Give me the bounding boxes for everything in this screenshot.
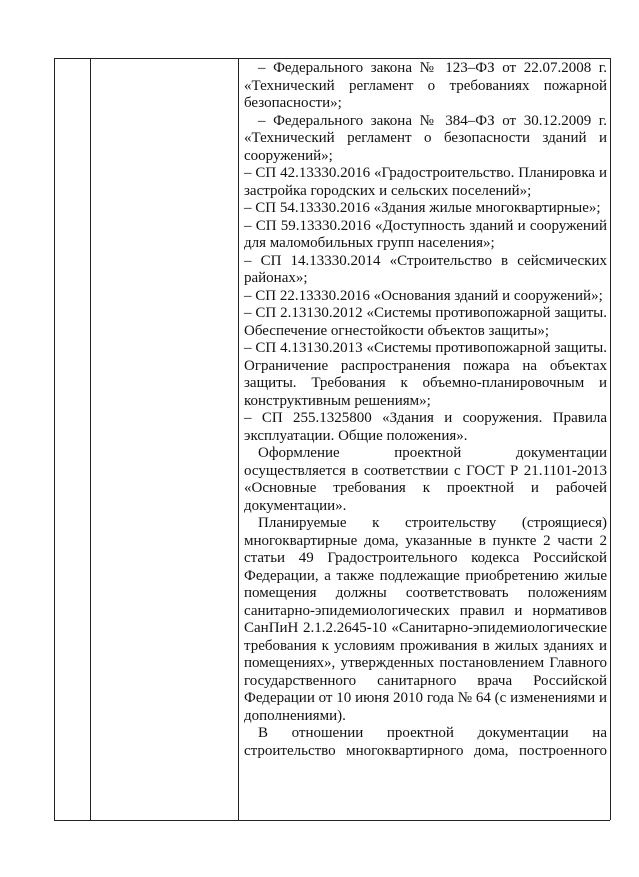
body-paragraph: Оформление проектной документации осуществляется в соответствии с ГОСТ Р 21.1101-2013 «Основные требования к проектной и рабочей документации». xyxy=(244,445,607,514)
regulation-item: – СП 42.13330.2016 «Градостроительство. Планировка и застройка городских и сельских поселений»; xyxy=(244,165,607,199)
table-border-bottom xyxy=(54,820,610,821)
table-border-left xyxy=(54,58,55,820)
body-paragraph: Планируемые к строительству (строящиеся) многоквартирные дома, указанные в пункте 2 части 2 статьи 49 Градостроительного кодекса Российской Федерации, а также подлежащие приобретению жилые помещения должны соответствовать положениям санитарно-эпидемиологических правил и нормативов СанПиН 2.1.2.2645-10 «Санитарно-эпидемиологические требования к условиям проживания в жилых зданиях и помещениях», утвержденных постановлением Главного государственного санитарного врача Российской Федерации от 10 июня 2010 года № 64 (с изменениями и дополнениями). xyxy=(244,515,607,724)
column-divider-2 xyxy=(238,58,239,820)
table-border-top xyxy=(54,58,610,59)
regulation-item: – Федерального закона № 123–ФЗ от 22.07.2008 г. «Технический регламент о требованиях пожарной безопасности»; xyxy=(244,60,607,111)
regulation-item: – СП 14.13330.2014 «Строительство в сейсмических районах»; xyxy=(244,252,607,286)
regulation-item: – СП 59.13330.2016 «Доступность зданий и сооружений для маломобильных групп населения»; xyxy=(244,217,607,251)
table-border-right xyxy=(610,58,611,820)
regulation-item: – СП 255.1325800 «Здания и сооружения. Правила эксплуатации. Общие положения». xyxy=(244,410,607,444)
regulation-item: – Федерального закона № 384–ФЗ от 30.12.2009 г. «Технический регламент о безопасности зданий и сооружений»; xyxy=(244,112,607,164)
regulation-item: – СП 22.13330.2016 «Основания зданий и сооружений»; xyxy=(244,287,603,304)
body-paragraph: В отношении проектной документации на строительство многоквартирного дома, построенного xyxy=(244,725,607,759)
column-divider-1 xyxy=(90,58,91,820)
document-text-cell xyxy=(244,60,607,760)
regulation-item: – СП 2.13130.2012 «Системы противопожарной защиты. Обеспечение огнестойкости объектов защиты»; xyxy=(244,305,607,339)
regulation-item: – СП 54.13330.2016 «Здания жилые многоквартирные»; xyxy=(244,200,601,216)
regulation-item: – СП 4.13130.2013 «Системы противопожарной защиты. Ограничение распространения пожара на объектах защиты. Требования к объемно-планировочным и конструктивным решениям»; xyxy=(244,340,607,409)
